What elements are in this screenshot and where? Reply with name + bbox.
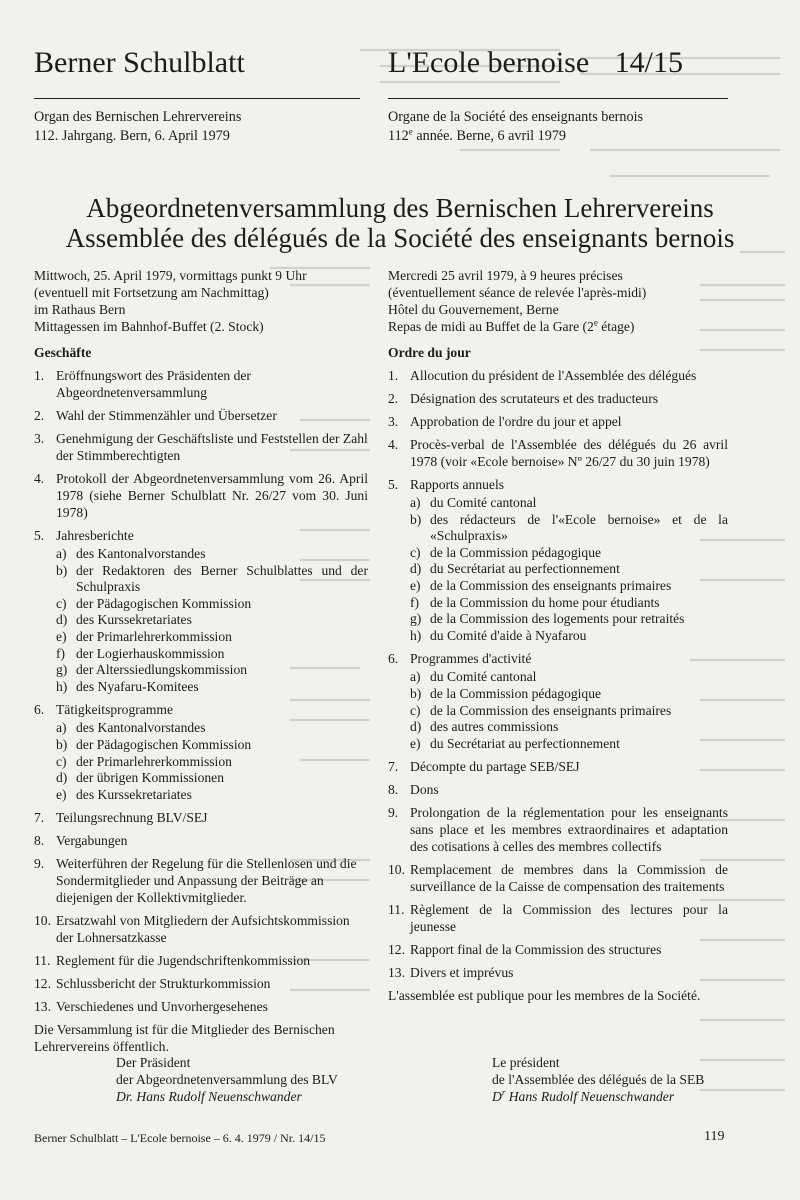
sub-item bbox=[56, 679, 368, 696]
item-number: 10. bbox=[388, 862, 405, 878]
item-number: 12. bbox=[388, 942, 405, 958]
masthead-rule-right bbox=[388, 98, 728, 99]
sub-letter: a) bbox=[410, 669, 421, 685]
item-number: 4. bbox=[388, 437, 399, 452]
german-column bbox=[34, 267, 368, 1055]
sub-text: des Kurssekretariates bbox=[76, 786, 192, 802]
sub-letter: d) bbox=[56, 770, 68, 786]
meeting-info-french bbox=[388, 267, 728, 335]
agenda-item bbox=[388, 861, 728, 895]
sub-text: du Comité d'aide à Nyafarou bbox=[430, 627, 587, 643]
sub-text: du Secrétariat au perfectionnement bbox=[430, 735, 620, 751]
sub-item bbox=[56, 720, 368, 737]
agenda-item bbox=[34, 407, 368, 424]
agenda-item bbox=[34, 809, 368, 826]
sub-text: de la Commission des logements pour retraités bbox=[430, 611, 685, 627]
item-text: Approbation de l'ordre du jour et appel bbox=[410, 414, 622, 429]
sub-item bbox=[410, 628, 728, 645]
sub-text: der Redaktoren des Berner Schulblattes und der Schulpraxis bbox=[76, 562, 368, 595]
item-text: Allocution du président de l'Assemblée des délégués bbox=[410, 368, 697, 383]
signature-body: de l'Assemblée des délégués de la SEB bbox=[492, 1072, 705, 1087]
item-text: Procès-verbal de l'Assemblée des délégués du 26 avril 1978 (voir «Ecole bernoise» Nº 26/27 du 30 juin 1978) bbox=[410, 437, 728, 469]
info-line bbox=[388, 318, 728, 335]
sub-letter: a) bbox=[56, 546, 67, 561]
sub-item bbox=[56, 770, 368, 787]
signature-name bbox=[492, 1088, 704, 1105]
public-notice-german: Die Versammlung ist für die Mitglieder des Bernischen Lehrervereins öffentlich. bbox=[34, 1022, 335, 1055]
sub-text: der Alterssiedlungskommission bbox=[76, 662, 248, 678]
info-line: Hôtel du Gouvernement, Berne bbox=[388, 302, 559, 317]
sub-text: der Logierhauskommission bbox=[76, 645, 225, 661]
sub-item bbox=[410, 669, 728, 686]
agenda-heading-french: Ordre du jour bbox=[388, 345, 471, 360]
sub-text: der Pädagogischen Kommission bbox=[76, 736, 252, 752]
page-number: 119 bbox=[704, 1129, 725, 1144]
sub-letter: c) bbox=[56, 753, 67, 769]
item-number: 1. bbox=[388, 368, 399, 383]
public-notice-french: L'assemblée est publique pour les membres de la Société. bbox=[388, 988, 701, 1004]
item-number: 3. bbox=[34, 431, 45, 446]
item-number: 2. bbox=[34, 408, 45, 423]
agenda-item bbox=[388, 476, 728, 644]
item-text: Prolongation de la réglementation pour les enseignants sans place et les membres extraordinaires et adaptation des cotisations à celles des membres collectifs bbox=[410, 805, 728, 855]
masthead-rule-left bbox=[34, 98, 360, 99]
sub-item bbox=[56, 546, 368, 563]
sub-letter: a) bbox=[410, 495, 421, 510]
signature-name-text: Hans Rudolf Neuenschwander bbox=[505, 1089, 675, 1104]
masthead-subtitle-german bbox=[34, 108, 241, 146]
sub-text: des rédacteurs de l'«Ecole bernoise» et de la «Schulpraxis» bbox=[430, 511, 728, 544]
item-text: Ersatzwahl von Mitgliedern der Aufsichtskommission der Lohnersatzkasse bbox=[56, 913, 350, 946]
sub-text: des Kurssekretariates bbox=[76, 612, 192, 628]
sub-item bbox=[410, 578, 728, 595]
agenda-list-german bbox=[34, 367, 368, 1015]
sub-text: der Primarlehrerkommission bbox=[76, 628, 232, 644]
agenda-item bbox=[388, 941, 728, 958]
sub-letter: g) bbox=[56, 662, 68, 678]
sub-item bbox=[410, 736, 728, 753]
item-number: 7. bbox=[388, 759, 399, 775]
volume-superscript: e bbox=[408, 126, 413, 137]
sub-item bbox=[410, 686, 728, 703]
sub-item bbox=[56, 629, 368, 646]
signature-german bbox=[116, 1054, 338, 1105]
sub-item bbox=[410, 703, 728, 720]
item-number: 9. bbox=[34, 856, 45, 872]
sub-list bbox=[56, 546, 368, 695]
signature-french bbox=[492, 1054, 704, 1105]
sub-letter: c) bbox=[410, 544, 421, 560]
signature-title: D bbox=[492, 1089, 502, 1104]
sub-item bbox=[56, 646, 368, 663]
item-number: 11. bbox=[34, 953, 51, 969]
info-line: (éventuellement séance de relevée l'après-midi) bbox=[388, 285, 647, 300]
organ-line-german: Organ des Bernischen Lehrervereins bbox=[34, 109, 242, 125]
item-text: Décompte du partage SEB/SEJ bbox=[410, 759, 580, 775]
sub-letter: f) bbox=[410, 594, 420, 610]
item-text: Weiterführen der Regelung für die Stellenlosen und die Sondermitglieder und Anpassung der Beiträge an diejenigen der Kollektivmitglieder. bbox=[56, 856, 357, 906]
sub-letter: b) bbox=[56, 736, 68, 752]
item-text: Remplacement de membres dans la Commission de surveillance de la Caisse de compensation des traitements bbox=[410, 862, 728, 895]
item-text: Rapports annuels bbox=[410, 477, 505, 492]
item-number: 9. bbox=[388, 805, 399, 821]
agenda-item bbox=[388, 781, 728, 798]
info-line: Mittagessen im Bahnhof-Buffet (2. Stock) bbox=[34, 319, 264, 334]
item-text: Eröffnungswort des Präsidenten der Abgeordnetenversammlung bbox=[56, 368, 251, 400]
item-text: Programmes d'activité bbox=[410, 651, 532, 667]
masthead-title-german: Berner Schulblatt bbox=[34, 46, 245, 79]
issue-number: 14/15 bbox=[614, 46, 683, 79]
sub-item bbox=[410, 561, 728, 578]
item-number: 12. bbox=[34, 976, 51, 992]
item-number: 6. bbox=[34, 702, 45, 718]
meeting-info-german bbox=[34, 267, 368, 335]
sub-letter: g) bbox=[410, 611, 422, 627]
info-line: (eventuell mit Fortsetzung am Nachmittag) bbox=[34, 285, 269, 300]
item-text: Règlement de la Commission des lectures pour la jeunesse bbox=[410, 902, 728, 935]
sub-text: de la Commission pédagogique bbox=[430, 544, 602, 560]
masthead-title-french bbox=[388, 46, 683, 80]
sub-item bbox=[410, 719, 728, 736]
signature-body: der Abgeordnetenversammlung des BLV bbox=[116, 1072, 338, 1087]
item-text: Tätigkeitsprogramme bbox=[56, 702, 174, 718]
sub-letter: c) bbox=[410, 702, 421, 718]
item-text: Divers et imprévus bbox=[410, 965, 514, 981]
agenda-item bbox=[34, 832, 368, 849]
lunch-text-end: étage) bbox=[597, 319, 635, 334]
sub-letter: a) bbox=[56, 720, 67, 736]
agenda-item bbox=[34, 470, 368, 521]
agenda-item bbox=[34, 912, 368, 946]
item-number: 2. bbox=[388, 391, 399, 406]
sub-item bbox=[410, 545, 728, 562]
item-number: 8. bbox=[34, 833, 45, 849]
item-text: Rapport final de la Commission des structures bbox=[410, 942, 662, 958]
sub-text: der Pädagogischen Kommission bbox=[76, 595, 252, 611]
volume-line-german: 112. Jahrgang. Bern, 6. April 1979 bbox=[34, 128, 230, 144]
sub-item bbox=[410, 611, 728, 628]
item-text: Dons bbox=[410, 782, 439, 798]
masthead-title-french-text: L'Ecole bernoise bbox=[388, 46, 590, 79]
sub-item bbox=[56, 662, 368, 679]
sub-text: de la Commission des enseignants primaires bbox=[430, 702, 672, 718]
volume-number: 112 bbox=[388, 128, 409, 144]
agenda-item bbox=[34, 952, 368, 969]
sub-text: des autres commissions bbox=[430, 719, 559, 735]
sub-letter: c) bbox=[56, 595, 67, 611]
footer-citation: Berner Schulblatt – L'Ecole bernoise – 6. 4. 1979 / Nr. 14/15 bbox=[34, 1131, 326, 1145]
item-number: 8. bbox=[388, 782, 399, 798]
sub-letter: b) bbox=[410, 511, 422, 527]
sub-letter: e) bbox=[56, 786, 67, 802]
sub-text: de la Commission des enseignants primaires bbox=[430, 577, 672, 593]
sub-text: der übrigen Kommissionen bbox=[76, 770, 224, 786]
volume-date: année. Berne, 6 avril 1979 bbox=[412, 128, 567, 144]
sub-letter: h) bbox=[410, 627, 422, 643]
agenda-item bbox=[388, 413, 728, 430]
item-text: Schlussbericht der Strukturkommission bbox=[56, 976, 271, 992]
sub-item bbox=[56, 563, 368, 596]
sub-text: des Nyafaru-Komitees bbox=[76, 678, 199, 694]
signature-role: Der Präsident bbox=[116, 1055, 191, 1070]
sub-text: de la Commission pédagogique bbox=[430, 685, 602, 701]
sub-text: de la Commission du home pour étudiants bbox=[430, 594, 660, 610]
agenda-item bbox=[388, 436, 728, 470]
item-text: Teilungsrechnung BLV/SEJ bbox=[56, 810, 208, 826]
sub-letter: e) bbox=[410, 735, 421, 751]
volume-line-french bbox=[388, 127, 643, 146]
item-number: 6. bbox=[388, 651, 399, 667]
agenda-item bbox=[388, 964, 728, 981]
sub-text: du Comité cantonal bbox=[430, 669, 537, 685]
sub-letter: f) bbox=[56, 645, 66, 661]
floor-superscript: e bbox=[593, 317, 598, 328]
item-text: Jahresberichte bbox=[56, 528, 134, 543]
item-number: 11. bbox=[388, 902, 405, 918]
sub-item bbox=[56, 596, 368, 613]
sub-letter: e) bbox=[56, 628, 67, 644]
item-text: Vergabungen bbox=[56, 833, 128, 849]
signature-name: Dr. Hans Rudolf Neuenschwander bbox=[116, 1089, 302, 1104]
agenda-item bbox=[34, 855, 368, 906]
agenda-item bbox=[34, 527, 368, 695]
agenda-item bbox=[388, 758, 728, 775]
agenda-list-french bbox=[388, 367, 728, 981]
title-french: Assemblée des délégués de la Société des enseignants bernois bbox=[65, 223, 735, 253]
agenda-item bbox=[388, 901, 728, 935]
signature-title-superscript: r bbox=[501, 1087, 506, 1098]
item-number: 13. bbox=[34, 999, 51, 1015]
agenda-item bbox=[34, 998, 368, 1015]
agenda-item bbox=[34, 430, 368, 464]
sub-letter: h) bbox=[56, 678, 68, 694]
item-text: Verschiedenes und Unvorhergesehenes bbox=[56, 999, 268, 1015]
item-text: Reglement für die Jugendschriftenkommission bbox=[56, 953, 311, 969]
sub-letter: d) bbox=[410, 561, 422, 577]
sub-text: du Comité cantonal bbox=[430, 495, 537, 510]
sub-letter: d) bbox=[56, 612, 68, 628]
agenda-item bbox=[34, 701, 368, 803]
item-number: 13. bbox=[388, 965, 405, 981]
organ-line-french: Organe de la Société des enseignants bernois bbox=[388, 109, 644, 125]
sub-text: der Primarlehrerkommission bbox=[76, 753, 232, 769]
info-line: Mercredi 25 avril 1979, à 9 heures précises bbox=[388, 268, 623, 283]
item-text: Protokoll der Abgeordnetenversammlung vom 26. April 1978 (siehe Berner Schulblatt Nr. 26/27 vom 30. Juni 1978) bbox=[56, 471, 368, 520]
sub-letter: d) bbox=[410, 719, 422, 735]
item-number: 1. bbox=[34, 368, 45, 383]
lunch-text: Repas de midi au Buffet de la Gare (2 bbox=[388, 319, 594, 334]
sub-item bbox=[410, 495, 728, 512]
sub-list bbox=[410, 669, 728, 752]
sub-item bbox=[56, 612, 368, 629]
info-line: Mittwoch, 25. April 1979, vormittags punkt 9 Uhr bbox=[34, 268, 307, 283]
agenda-heading-german: Geschäfte bbox=[34, 345, 92, 360]
agenda-item bbox=[388, 804, 728, 855]
sub-letter: b) bbox=[56, 562, 68, 578]
item-text: Désignation des scrutateurs et des traducteurs bbox=[410, 391, 659, 406]
sub-list bbox=[410, 495, 728, 644]
sub-item bbox=[410, 512, 728, 545]
sub-text: des Kantonalvorstandes bbox=[76, 720, 206, 736]
item-number: 7. bbox=[34, 810, 45, 826]
item-text: Wahl der Stimmenzähler und Übersetzer bbox=[56, 408, 277, 423]
item-number: 3. bbox=[388, 414, 399, 429]
title-german: Abgeordnetenversammlung des Bernischen Lehrervereins bbox=[86, 193, 714, 223]
sub-item bbox=[410, 595, 728, 612]
sub-item bbox=[56, 787, 368, 804]
agenda-item bbox=[34, 975, 368, 992]
agenda-item bbox=[388, 650, 728, 752]
sub-letter: b) bbox=[410, 685, 422, 701]
agenda-item bbox=[34, 367, 368, 401]
agenda-item bbox=[388, 390, 728, 407]
masthead-subtitle-french bbox=[388, 108, 643, 146]
sub-item bbox=[56, 737, 368, 754]
signature-role: Le président bbox=[492, 1055, 560, 1070]
sub-list bbox=[56, 720, 368, 803]
item-number: 10. bbox=[34, 913, 51, 929]
info-line: im Rathaus Bern bbox=[34, 302, 126, 317]
item-text: Genehmigung der Geschäftsliste und Feststellen der Zahl der Stimmberechtigten bbox=[56, 431, 368, 463]
sub-item bbox=[56, 754, 368, 771]
french-column bbox=[388, 267, 728, 1004]
item-number: 5. bbox=[34, 528, 45, 543]
agenda-item bbox=[388, 367, 728, 384]
sub-text: du Secrétariat au perfectionnement bbox=[430, 561, 620, 577]
sub-letter: e) bbox=[410, 577, 421, 593]
item-number: 4. bbox=[34, 471, 45, 486]
item-number: 5. bbox=[388, 477, 399, 492]
sub-text: des Kantonalvorstandes bbox=[76, 546, 206, 561]
